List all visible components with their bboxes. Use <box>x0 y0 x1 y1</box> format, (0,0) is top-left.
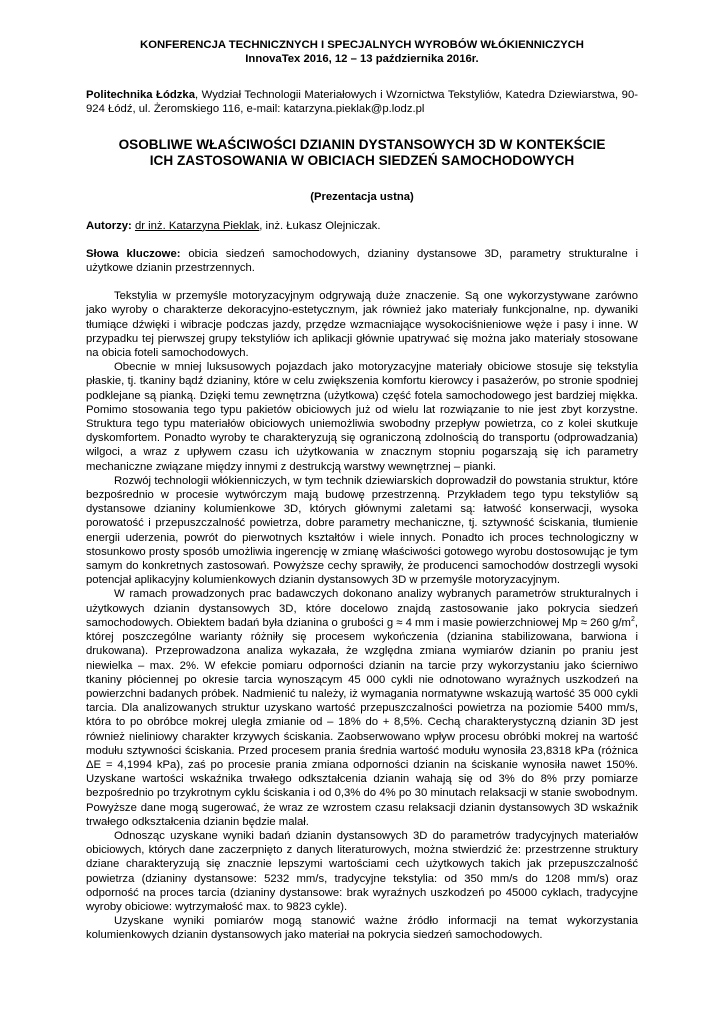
conference-header <box>86 38 638 66</box>
paragraph-1: Tekstylia w przemyśle motoryzacyjnym odgrywają duże znaczenie. Są one wykorzystywane zarówno jako wyroby o charakterze dekoracyjno-estetycznym, jak również jako materiały funkcjonalne, np. dywaniki tłumiące dźwięki i wibracje podczas jazdy, przędze wzmacniające wysokociśnieniowe węże i pasy i inne. W przypadku tej pierwszej grupy tekstyliów ich aplikacji głównie upatrywać się można jako materiały stosowane na obicia foteli samochodowych. <box>86 290 638 360</box>
keywords <box>86 247 638 275</box>
document-page <box>86 38 638 943</box>
paragraph-4 <box>86 587 638 828</box>
paragraph-5: Odnosząc uzyskane wyniki badań dzianin dystansowych 3D do parametrów tradycyjnych materiałów obiciowych, których dane zaczerpnięto z danych literaturowych, można stwierdzić że: przestrzenne struktury dziane charakteryzują się znacznie lepszymi wartościami cech użytkowych takich jak przepuszczalność powietrza (dzianiny dystansowe: 5232 mm/s, tradycyjne tekstylia: od 350 mm/s do 1208 mm/s) oraz odporność na proces tarcia (dzianiny dystansowe: brak wyraźnych uszkodzeń po 45000 cyklach, tradycyjne wyroby obiciowe: wytrzymałość max. to 9823 cykle). <box>86 829 638 913</box>
paragraph-4-part-a: W ramach prowadzonych prac badawczych dokonano analizy wybranych parametrów strukturalnych i użytkowych dzianin dystansowych 3D, które docelowo znajdą zastosowanie jako pokrycia siedzeń samochodowych. Obiektem badań była dzianina o grubości g ≈ 4 mm i masie powierzchniowej Mp ≈ 260 g/m <box>86 588 638 629</box>
paper-title-line-2: ICH ZASTOSOWANIA W OBICIACH SIEDZEŃ SAMOCHODOWYCH <box>149 153 575 169</box>
paragraph-3: Rozwój technologii włókienniczych, w tym technik dziewiarskich doprowadził do powstania struktur, które bezpośrednio w procesie wytwórczym mają budowę przestrzenną. Przykładem tego typu tekstyliów są dystansowe dzianiny kolumienkowe 3D, których głównymi zaletami są: łatwość konserwacji, wysoka porowatość i przepuszczalność powietrza, dobre parametry mechaniczne, tj. sztywność ściskania, tłumienie energii uderzenia, powrót do pierwotnych kształtów i wiele innych. Ponadto ich proces technologiczny w stosunkowo prosty sposób umożliwia ingerencję w zmianę właściwości gotowego wyrobu dostosowując je tym samym do konkretnych zastosowań. Powyższe cechy sprawiły, że producenci samochodów dostrzegli wysoki potencjał aplikacyjny kolumienkowych dzianin dystansowych 3D w przemyśle motoryzacyjnym. <box>86 474 638 587</box>
keywords-label: Słowa kluczowe: <box>86 247 181 260</box>
paragraph-4-part-b: , której poszczególne warianty różniły się procesem wykończenia (dzianina stabilizowana, barwiona i drukowana). Przeprowadzona analiza wykazała, że względna zmiana wymiarów dzianin po praniu jest niewielka – max. 2%. W efekcie pomiaru odporności dzianin na tarcie przy wykorzystaniu jako ścierniwo tkaniny płóciennej po okresie tarcia wynoszącym 45 000 cykli nie odnotowano wyraźnych uszkodzeń na powierzchni badanych próbek. Nadmienić tu należy, iż wymagania normatywne wskazują wartość 35 000 cykli tarcia. Dla analizowanych struktur uzyskano wartość przepuszczalności powietrza na poziomie 5400 mm/s, która to po obróbce mokrej uległa zmianie od – 18% do + 8,5%. Cechą charakterystyczną dzianin 3D jest również nieliniowy charakter krzywych ściskania. Zaobserwowano wpływ procesu obróbki mokrej na wartość modułu sztywności ściskania. Przed procesem prania średnia wartość modułu wynosiła 23,8318 kPa (różnica ΔE = 4,1994 kPa), zaś po procesie prania zmiana odporności dzianin na ściskanie wynosiła nawet 150%. Uzyskane wartości wskaźnika trwałego odkształcenia dzianin wahają się od 3% do 8% przy pomiarze bezpośrednio po trzykrotnym cyklu ściskania i od 0,3% do 4% po 30 minutach relaksacji w stanie swobodnym. Powyższe dane mogą sugerować, że wraz ze wzrostem czasu relaksacji dzianin dystansowych 3D wskaźnik trwałego odkształcenia dzianin będzie malał. <box>86 616 638 828</box>
abstract-body <box>86 289 638 942</box>
author-primary: dr inż. Katarzyna Pieklak <box>134 219 260 232</box>
conference-title: KONFERENCJA TECHNICZNYCH I SPECJALNYCH WYROBÓW WŁÓKIENNICZYCH <box>140 39 584 51</box>
superscript-2: 2 <box>630 616 635 624</box>
authors <box>86 219 638 233</box>
paper-title-line-1: OSOBLIWE WŁAŚCIWOŚCI DZIANIN DYSTANSOWYCH 3D W KONTEKŚCIE <box>118 137 606 153</box>
presentation-type: (Prezentacja ustna) <box>310 191 414 204</box>
author-others: , inż. Łukasz Olejniczak. <box>259 219 381 232</box>
affiliation <box>86 88 638 116</box>
conference-dates: InnovaTex 2016, 12 – 13 października 2016r. <box>245 53 479 65</box>
paragraph-6: Uzyskane wyniki pomiarów mogą stanowić ważne źródło informacji na temat wykorzystania kolumienkowych dzianin dystansowych jako materiał na pokrycia siedzeń samochodowych. <box>86 915 638 942</box>
affiliation-details: , Wydział Technologii Materiałowych i Wzornictwa Tekstyliów, Katedra Dziewiarstwa, 90-924 Łódź, ul. Żeromskiego 116, e-mail: katarzyna.pieklak@p.lodz.pl <box>86 89 638 116</box>
authors-label: Autorzy: <box>86 219 132 232</box>
paragraph-2: Obecnie w mniej luksusowych pojazdach jako motoryzacyjne materiały obiciowe stosuje się tekstylia płaskie, tj. tkaniny bądź dzianiny, które w celu zwiększenia komfortu kierowcy i pasażerów, po stronie spodniej podklejane są pianką. Dzięki temu zewnętrzna (użytkowa) część fotela samochodowego jest bardziej miękka. Pomimo stosowania tego typu pakietów obiciowych już od wielu lat rozwiązanie to nie jest zbyt korzystne. Struktura tego typu materiałów obiciowych uniemożliwia swobodny przepływ powietrza, co z kolei skutkuje dyskomfortem. Ponadto wyroby te charakteryzują się ograniczoną zdolnością do transportu (odprowadzania) wilgoci, a wraz z upływem czasu ich użytkowania w znacznym stopniu pogarszają się ich parametry mechaniczne związane między innymi z destrukcją warstwy wewnętrznej – pianki. <box>86 361 638 473</box>
paper-title <box>86 137 638 169</box>
keywords-text: obicia siedzeń samochodowych, dzianiny dystansowe 3D, parametry strukturalne i użytkowe dzianin przestrzennych. <box>86 247 638 275</box>
affiliation-university: Politechnika Łódzka <box>86 89 195 101</box>
